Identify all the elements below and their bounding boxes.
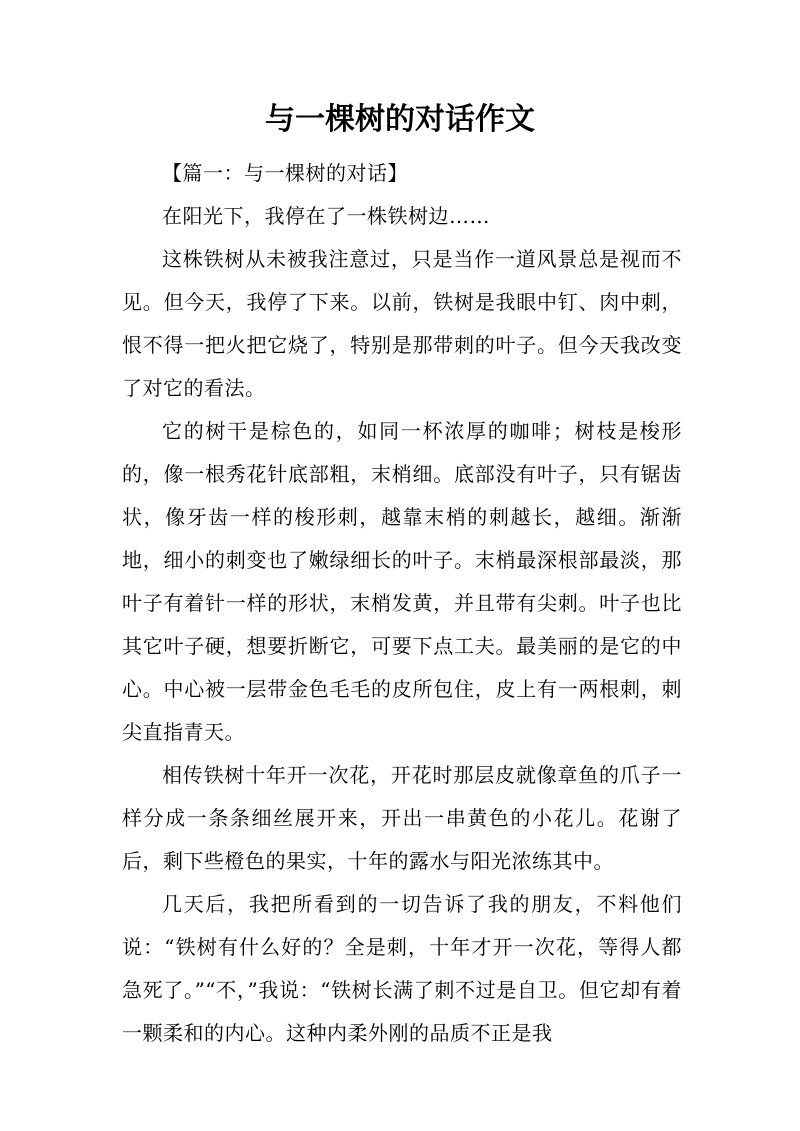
paragraph-3: 它的树干是棕色的，如同一杯浓厚的咖啡；树枝是梭形的，像一根秀花针底部粗，末梢细。底部没有叶子，只有锯齿状，像牙齿一样的梭形刺，越靠末梢的刺越长，越细。渐渐地，细小的刺变也了嫩绿细长的叶子。末梢最深根部最淡，那叶子有着针一样的形状，末梢发黄，并且带有尖刺。叶子也比其它叶子硬，想要折断它，可要下点工夫。最美丽的是它的中心。中心被一层带金色毛毛的皮所包住，皮上有一两根刺，刺尖直指青天。 [122,419,682,744]
section-heading: 【篇一：与一棵树的对话】 [162,161,408,185]
document-body [122,152,682,1055]
paragraph-1: 在阳光下，我停在了一株铁树边…… [162,204,490,228]
paragraph-5: 几天后，我把所看到的一切告诉了我的朋友，不料他们说：“铁树有什么好的？全是刺，十年才开一次花，等得人都急死了。”“不，”我说：“铁树长满了刺不过是自卫。但它却有着一颗柔和的内心。这种内柔外刚的品质不正是我 [122,892,682,1045]
paragraph-2: 这株铁树从未被我注意过，只是当作一道风景总是视而不见。但今天，我停了下来。以前，铁树是我眼中钉、肉中刺，恨不得一把火把它烧了，特别是那带刺的叶子。但今天我改变了对它的看法。 [122,247,682,400]
paragraph-4: 相传铁树十年开一次花，开花时那层皮就像章鱼的爪子一样分成一条条细丝展开来，开出一串黄色的小花儿。花谢了后，剩下些橙色的果实，十年的露水与阳光浓练其中。 [122,763,682,873]
document-title: 与一棵树的对话作文 [265,102,535,137]
